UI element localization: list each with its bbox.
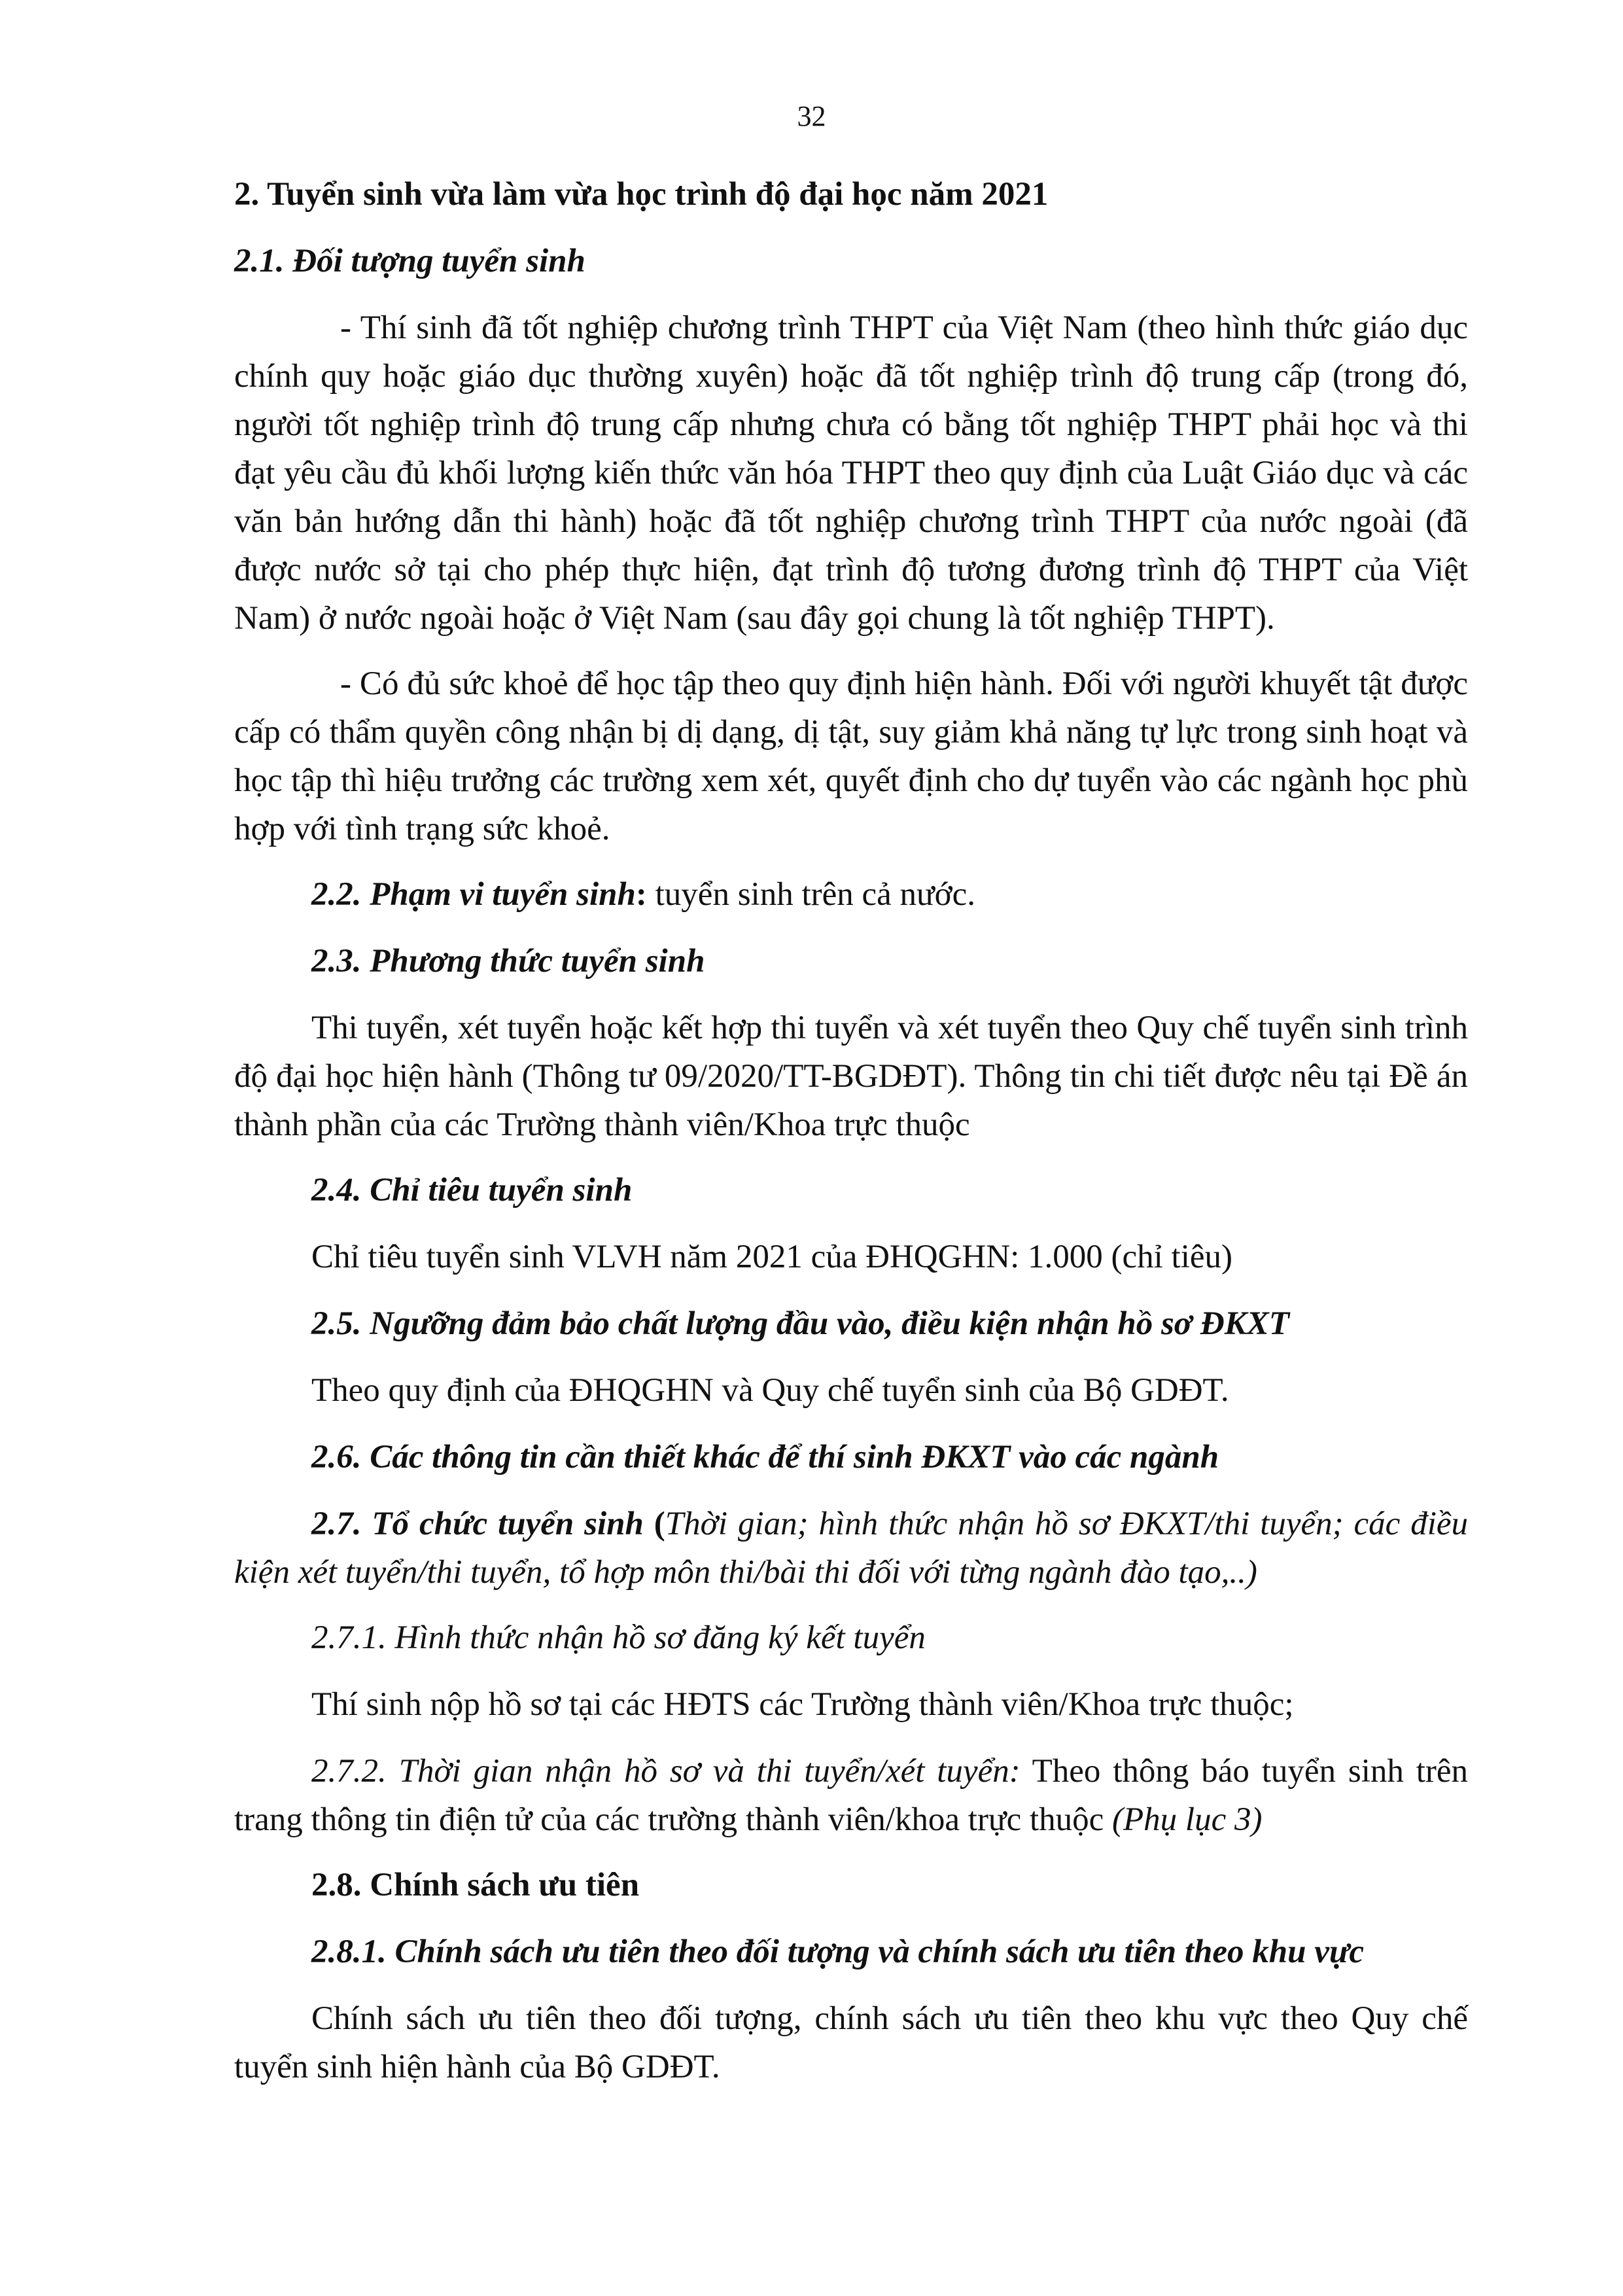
section-2-1-paragraph-2: - Có đủ sức khoẻ để học tập theo quy định hiện hành. Đối với người khuyết tật được cấp có thẩm quyền công nhận bị dị dạng, dị tật, suy giảm khả năng tự lực trong sinh hoạt và học tập thì hiệu trưởng các trường xem xét, quyết định cho dự tuyển vào các ngành học phù hợp với tình trạng sức khoẻ.	[234, 665, 1468, 847]
section-2-5-heading: 2.5. Ngưỡng đảm bảo chất lượng đầu vào, điều kiện nhận hồ sơ ĐKXT	[311, 1305, 1289, 1342]
page-number: 32	[797, 100, 826, 132]
section-2-7-1-text: Thí sinh nộp hồ sơ tại các HĐTS các Trường thành viên/Khoa trực thuộc;	[311, 1686, 1294, 1723]
section-2-7-heading: 2.7. Tổ chức tuyển sinh	[311, 1506, 644, 1542]
section-2-8-1-paragraph: Chính sách ưu tiên theo đối tượng, chính sách ưu tiên theo khu vực theo Quy chế tuyển sinh hiện hành của Bộ GDĐT.	[234, 2000, 1468, 2085]
section-2-2-text: tuyển sinh trên cả nước.	[646, 876, 976, 913]
section-2-7-note: Thời gian; hình thức nhận hồ sơ ĐKXT/thi tuyển; các điều kiện xét tuyển/thi tuyển, tổ hợp môn thi/bài thi đối với từng ngành đào tạo,..)	[234, 1506, 1469, 1591]
section-2-7-2-paragraph	[234, 1747, 1468, 1844]
section-2-2-line	[311, 870, 1468, 919]
section-2-1-heading: 2.1. Đối tượng tuyển sinh	[234, 243, 585, 279]
section-2-1-paragraph-1: - Thí sinh đã tốt nghiệp chương trình THPT của Việt Nam (theo hình thức giáo dục chính quy hoặc giáo dục thường xuyên) hoặc đã tốt nghiệp trình độ trung cấp (trong đó, người tốt nghiệp trình độ trung cấp nhưng chưa có bằng tốt nghiệp THPT phải học và thi đạt yêu cầu đủ khối lượng kiến thức văn hóa THPT theo quy định của Luật Giáo dục và các văn bản hướng dẫn thi hành) hoặc đã tốt nghiệp chương trình THPT của nước ngoài (đã được nước sở tại cho phép thực hiện, đạt trình độ tương đương trình độ THPT của Việt Nam) ở nước ngoài hoặc ở Việt Nam (sau đây gọi chung là tốt nghiệp THPT).	[234, 309, 1468, 637]
section-2-3-heading: 2.3. Phương thức tuyển sinh	[311, 943, 705, 980]
section-2-2-colon: :	[635, 876, 647, 913]
section-2-4-text: Chỉ tiêu tuyển sinh VLVH năm 2021 của ĐHQGHN: 1.000 (chỉ tiêu)	[311, 1239, 1233, 1275]
section-2-5-text: Theo quy định của ĐHQGHN và Quy chế tuyển sinh của Bộ GDĐT.	[311, 1372, 1229, 1409]
section-2-4-heading: 2.4. Chỉ tiêu tuyển sinh	[311, 1172, 633, 1209]
page-content	[234, 170, 1468, 2108]
section-2-7-paren: (	[643, 1506, 665, 1542]
section-2-7-2-ref: (Phụ lục 3)	[1112, 1801, 1263, 1838]
section-2-2-heading: 2.2. Phạm vi tuyển sinh	[311, 876, 636, 913]
section-2-8-1-heading: 2.8.1. Chính sách ưu tiên theo đối tượng và chính sách ưu tiên theo khu vực	[311, 1934, 1365, 1970]
section-2-heading: 2. Tuyển sinh vừa làm vừa học trình độ đại học năm 2021	[234, 176, 1049, 213]
section-2-6-heading: 2.6. Các thông tin cần thiết khác để thí sinh ĐKXT vào các ngành	[311, 1439, 1219, 1475]
section-2-7-1-heading: 2.7.1. Hình thức nhận hồ sơ đăng ký kết tuyển	[311, 1619, 926, 1656]
section-2-7-paragraph	[234, 1500, 1468, 1597]
section-2-7-2-heading: 2.7.2. Thời gian nhận hồ sơ và thi tuyển/xét tuyển:	[311, 1753, 1021, 1790]
section-2-8-heading: 2.8. Chính sách ưu tiên	[311, 1867, 640, 1903]
section-2-7-2-text: Theo thông báo tuyển sinh trên trang thông tin điện tử của các trường thành viên/khoa trực thuộc	[234, 1753, 1468, 1838]
section-2-3-paragraph: Thi tuyển, xét tuyển hoặc kết hợp thi tuyển và xét tuyển theo Quy chế tuyển sinh trình độ đại học hiện hành (Thông tư 09/2020/TT-BGDĐT). Thông tin chi tiết được nêu tại Đề án thành phần của các Trường thành viên/Khoa trực thuộc	[234, 1010, 1468, 1143]
